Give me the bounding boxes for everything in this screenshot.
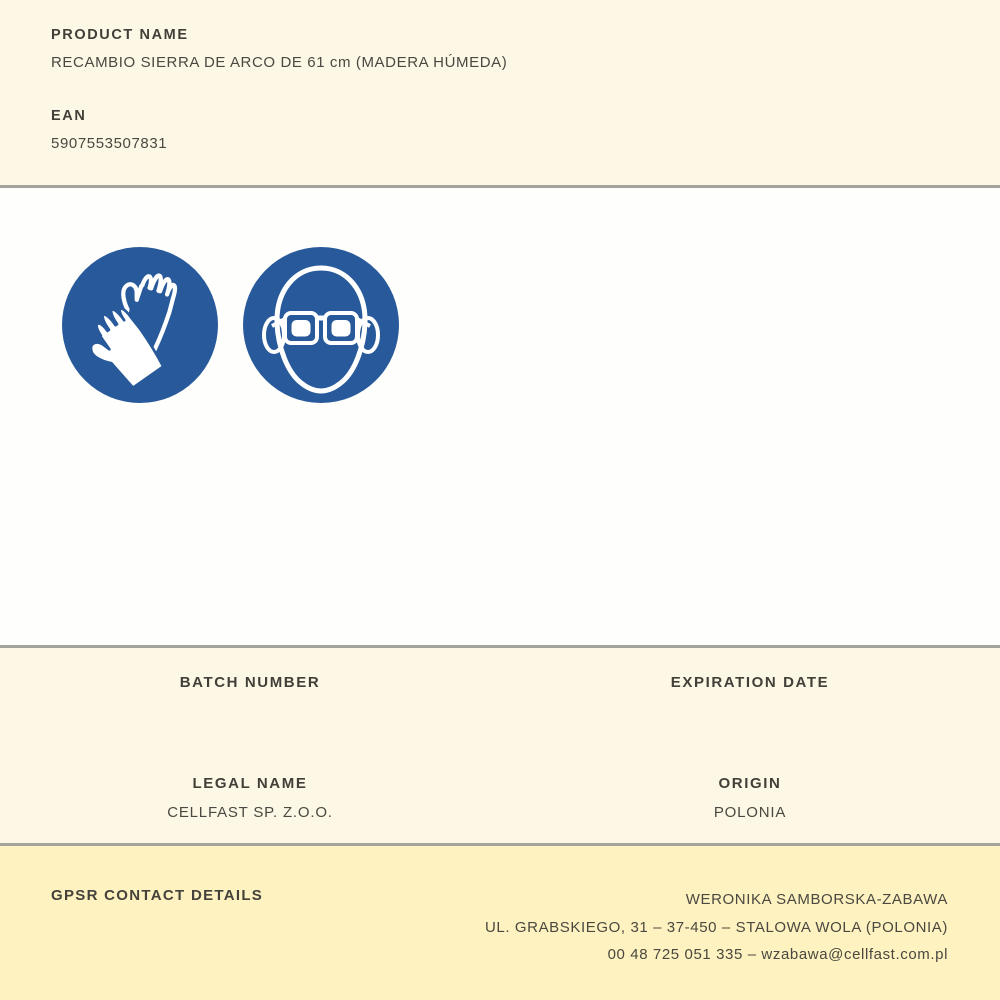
expiration-date-field [500, 674, 1000, 703]
ean-field [51, 108, 949, 153]
batch-number-field [0, 674, 500, 703]
origin-value: POLONIA [713, 804, 787, 821]
batch-number-label: BATCH NUMBER [179, 674, 321, 691]
safety-icons-section [0, 188, 1000, 645]
product-name-value: RECAMBIO SIERRA DE ARCO DE 61 cm (MADERA HÚMEDA) [51, 54, 508, 71]
gpsr-contact-lines [485, 886, 948, 969]
contact-phone-email: 00 48 725 051 335 – wzabawa@cellfast.com.pl [607, 946, 948, 963]
gpsr-contact-label: GPSR CONTACT DETAILS [51, 887, 264, 904]
wear-protective-gloves-icon [62, 247, 218, 403]
ean-value: 5907553507831 [51, 135, 168, 152]
expiration-date-label: EXPIRATION DATE [670, 674, 830, 691]
wear-eye-protection-icon [243, 247, 399, 403]
ean-label: EAN [51, 108, 87, 124]
gpsr-contact-section [0, 846, 1000, 1000]
details-row-2 [0, 775, 1000, 822]
product-name-label: PRODUCT NAME [51, 27, 189, 43]
details-section [0, 648, 1000, 843]
contact-address: UL. GRABSKIEGO, 31 – 37-450 – STALOWA WOLA (POLONIA) [484, 918, 948, 936]
details-row-1 [0, 674, 1000, 703]
legal-name-field [0, 775, 500, 822]
product-name-field [51, 27, 949, 72]
origin-label: ORIGIN [718, 775, 782, 792]
product-header-section [0, 0, 1000, 185]
legal-name-label: LEGAL NAME [192, 775, 308, 792]
contact-person: WERONIKA SAMBORSKA-ZABAWA [685, 891, 948, 908]
legal-name-value: CELLFAST SP. Z.O.O. [167, 804, 333, 821]
origin-field [500, 775, 1000, 822]
